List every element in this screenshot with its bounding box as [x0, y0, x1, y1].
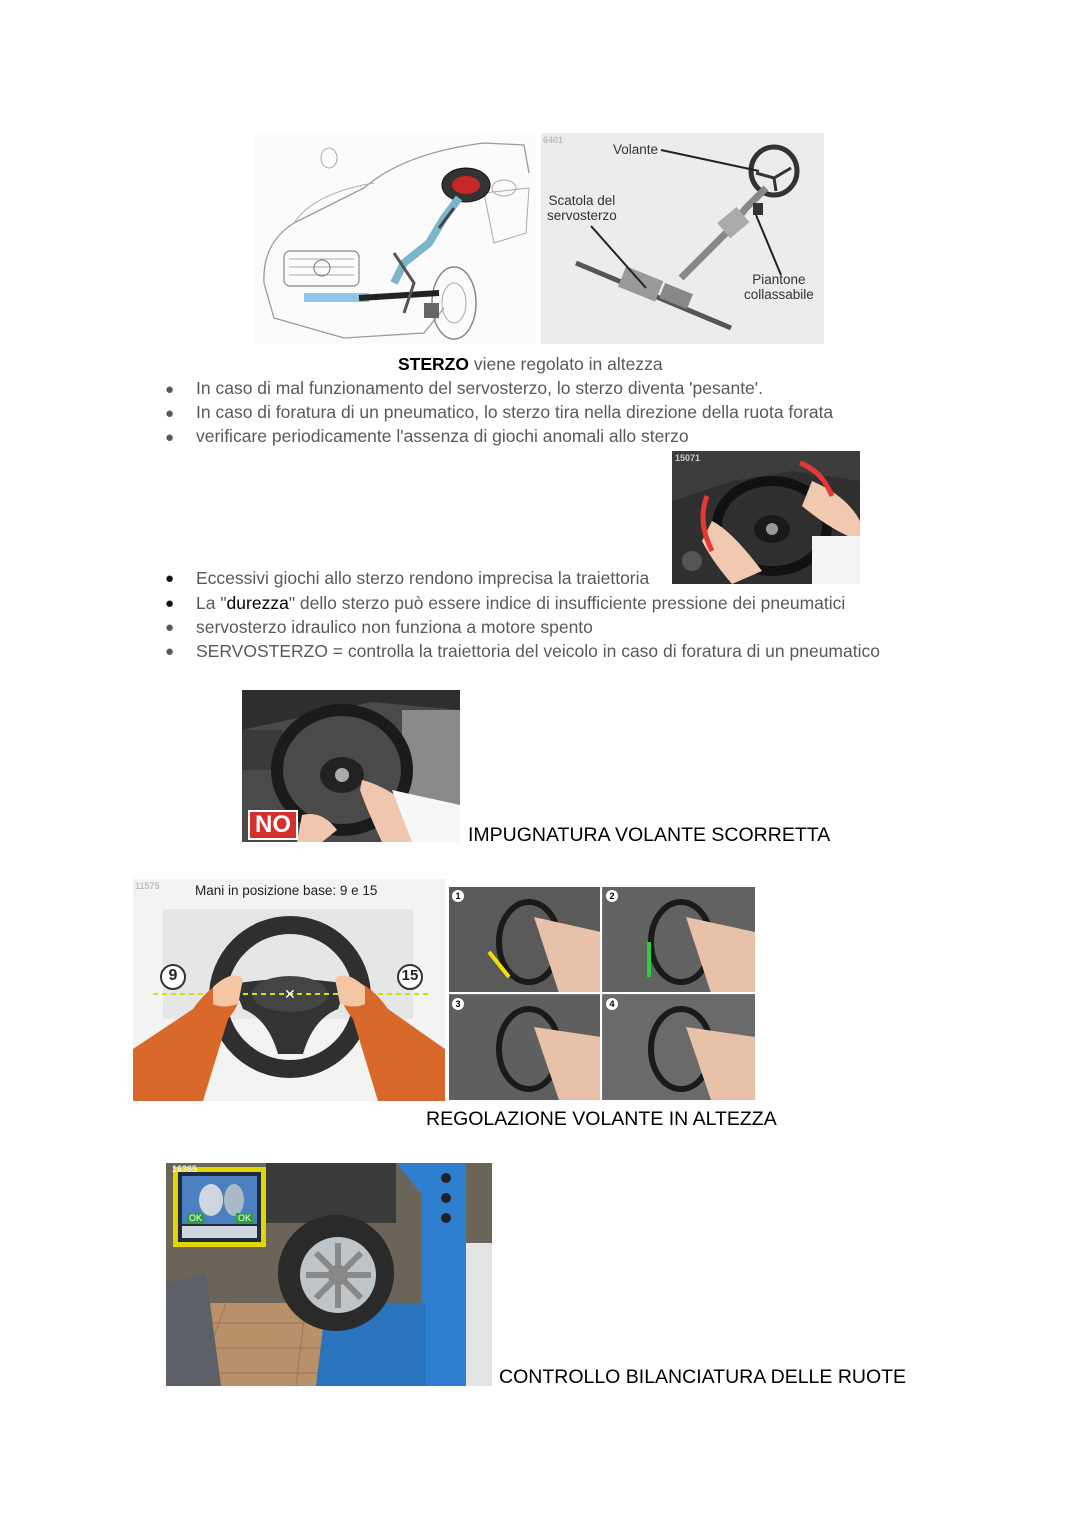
bullet-text: servosterzo idraulico non funziona a motore spento — [196, 617, 593, 637]
bullet-dot: ● — [165, 595, 175, 612]
svg-text:✕: ✕ — [284, 987, 296, 1003]
wheel-balancer-photo — [166, 1163, 492, 1386]
bullet-dot: ● — [165, 643, 175, 660]
bullet-text: SERVOSTERZO = controlla la traiettoria del veicolo in caso di foratura di un pneumatico — [196, 641, 880, 661]
bullet-dot: ● — [165, 405, 175, 422]
position-9-label: 9 — [168, 967, 178, 984]
bullet-dot: ● — [165, 429, 175, 446]
steering-adjustment-steps — [449, 887, 755, 1100]
bullet-text: verificare periodicamente l'assenza di giochi anomali allo sterzo — [196, 426, 689, 446]
step-number: 3 — [452, 998, 464, 1010]
text-fragment: La " — [196, 593, 227, 613]
bullet-dot: ● — [165, 570, 175, 587]
step-number: 2 — [606, 890, 618, 902]
caption-regolazione: REGOLAZIONE VOLANTE IN ALTEZZA — [426, 1108, 777, 1130]
image-number: 11575 — [135, 881, 160, 891]
label-scatola-servosterzo: Scatola del servosterzo — [547, 193, 617, 223]
title-bold: STERZO — [398, 354, 469, 374]
hand-position-illustration — [133, 879, 445, 1101]
step-number: 4 — [606, 998, 618, 1010]
illustration-title: Mani in posizione base: 9 e 15 — [195, 883, 378, 898]
step-number: 1 — [452, 890, 464, 902]
wrong-grip-photo — [242, 690, 460, 842]
section-title — [398, 353, 663, 375]
ok-left-indicator: OK — [189, 1213, 203, 1223]
bullet-text: Eccessivi giochi allo sterzo rendono imprecisa la traiettoria — [196, 568, 650, 588]
bullet-dot: ● — [165, 381, 175, 398]
bullet-text: In caso di foratura di un pneumatico, lo sterzo tira nella direzione della ruota forata — [196, 402, 834, 422]
word-durezza: durezza — [226, 593, 289, 613]
label-piantone-collassabile: Piantone collassabile — [744, 272, 814, 302]
bullet-dot: ● — [165, 619, 175, 636]
image-number: 6401 — [543, 135, 564, 145]
bullet-text: In caso di mal funzionamento del servosterzo, lo sterzo diventa 'pesante'. — [196, 378, 763, 398]
label-volante: Volante — [613, 142, 659, 157]
position-15-label: 15 — [401, 967, 419, 984]
ok-right-indicator: OK — [238, 1213, 252, 1223]
text-fragment: " dello sterzo può essere indice di insufficiente pressione dei pneumatici — [288, 593, 846, 613]
steering-column-diagram — [541, 133, 824, 344]
caption-impugnatura: IMPUGNATURA VOLANTE SCORRETTA — [468, 824, 831, 846]
bullet-text-durezza — [196, 592, 845, 614]
image-number: 15071 — [675, 453, 701, 463]
hands-on-wheel-photo — [672, 451, 860, 584]
no-badge: NO — [248, 810, 298, 840]
image-number: 16365 — [172, 1164, 198, 1174]
caption-bilanciatura: CONTROLLO BILANCIATURA DELLE RUOTE — [499, 1366, 907, 1388]
title-rest: viene regolato in altezza — [468, 354, 663, 374]
car-steering-image — [254, 133, 536, 345]
